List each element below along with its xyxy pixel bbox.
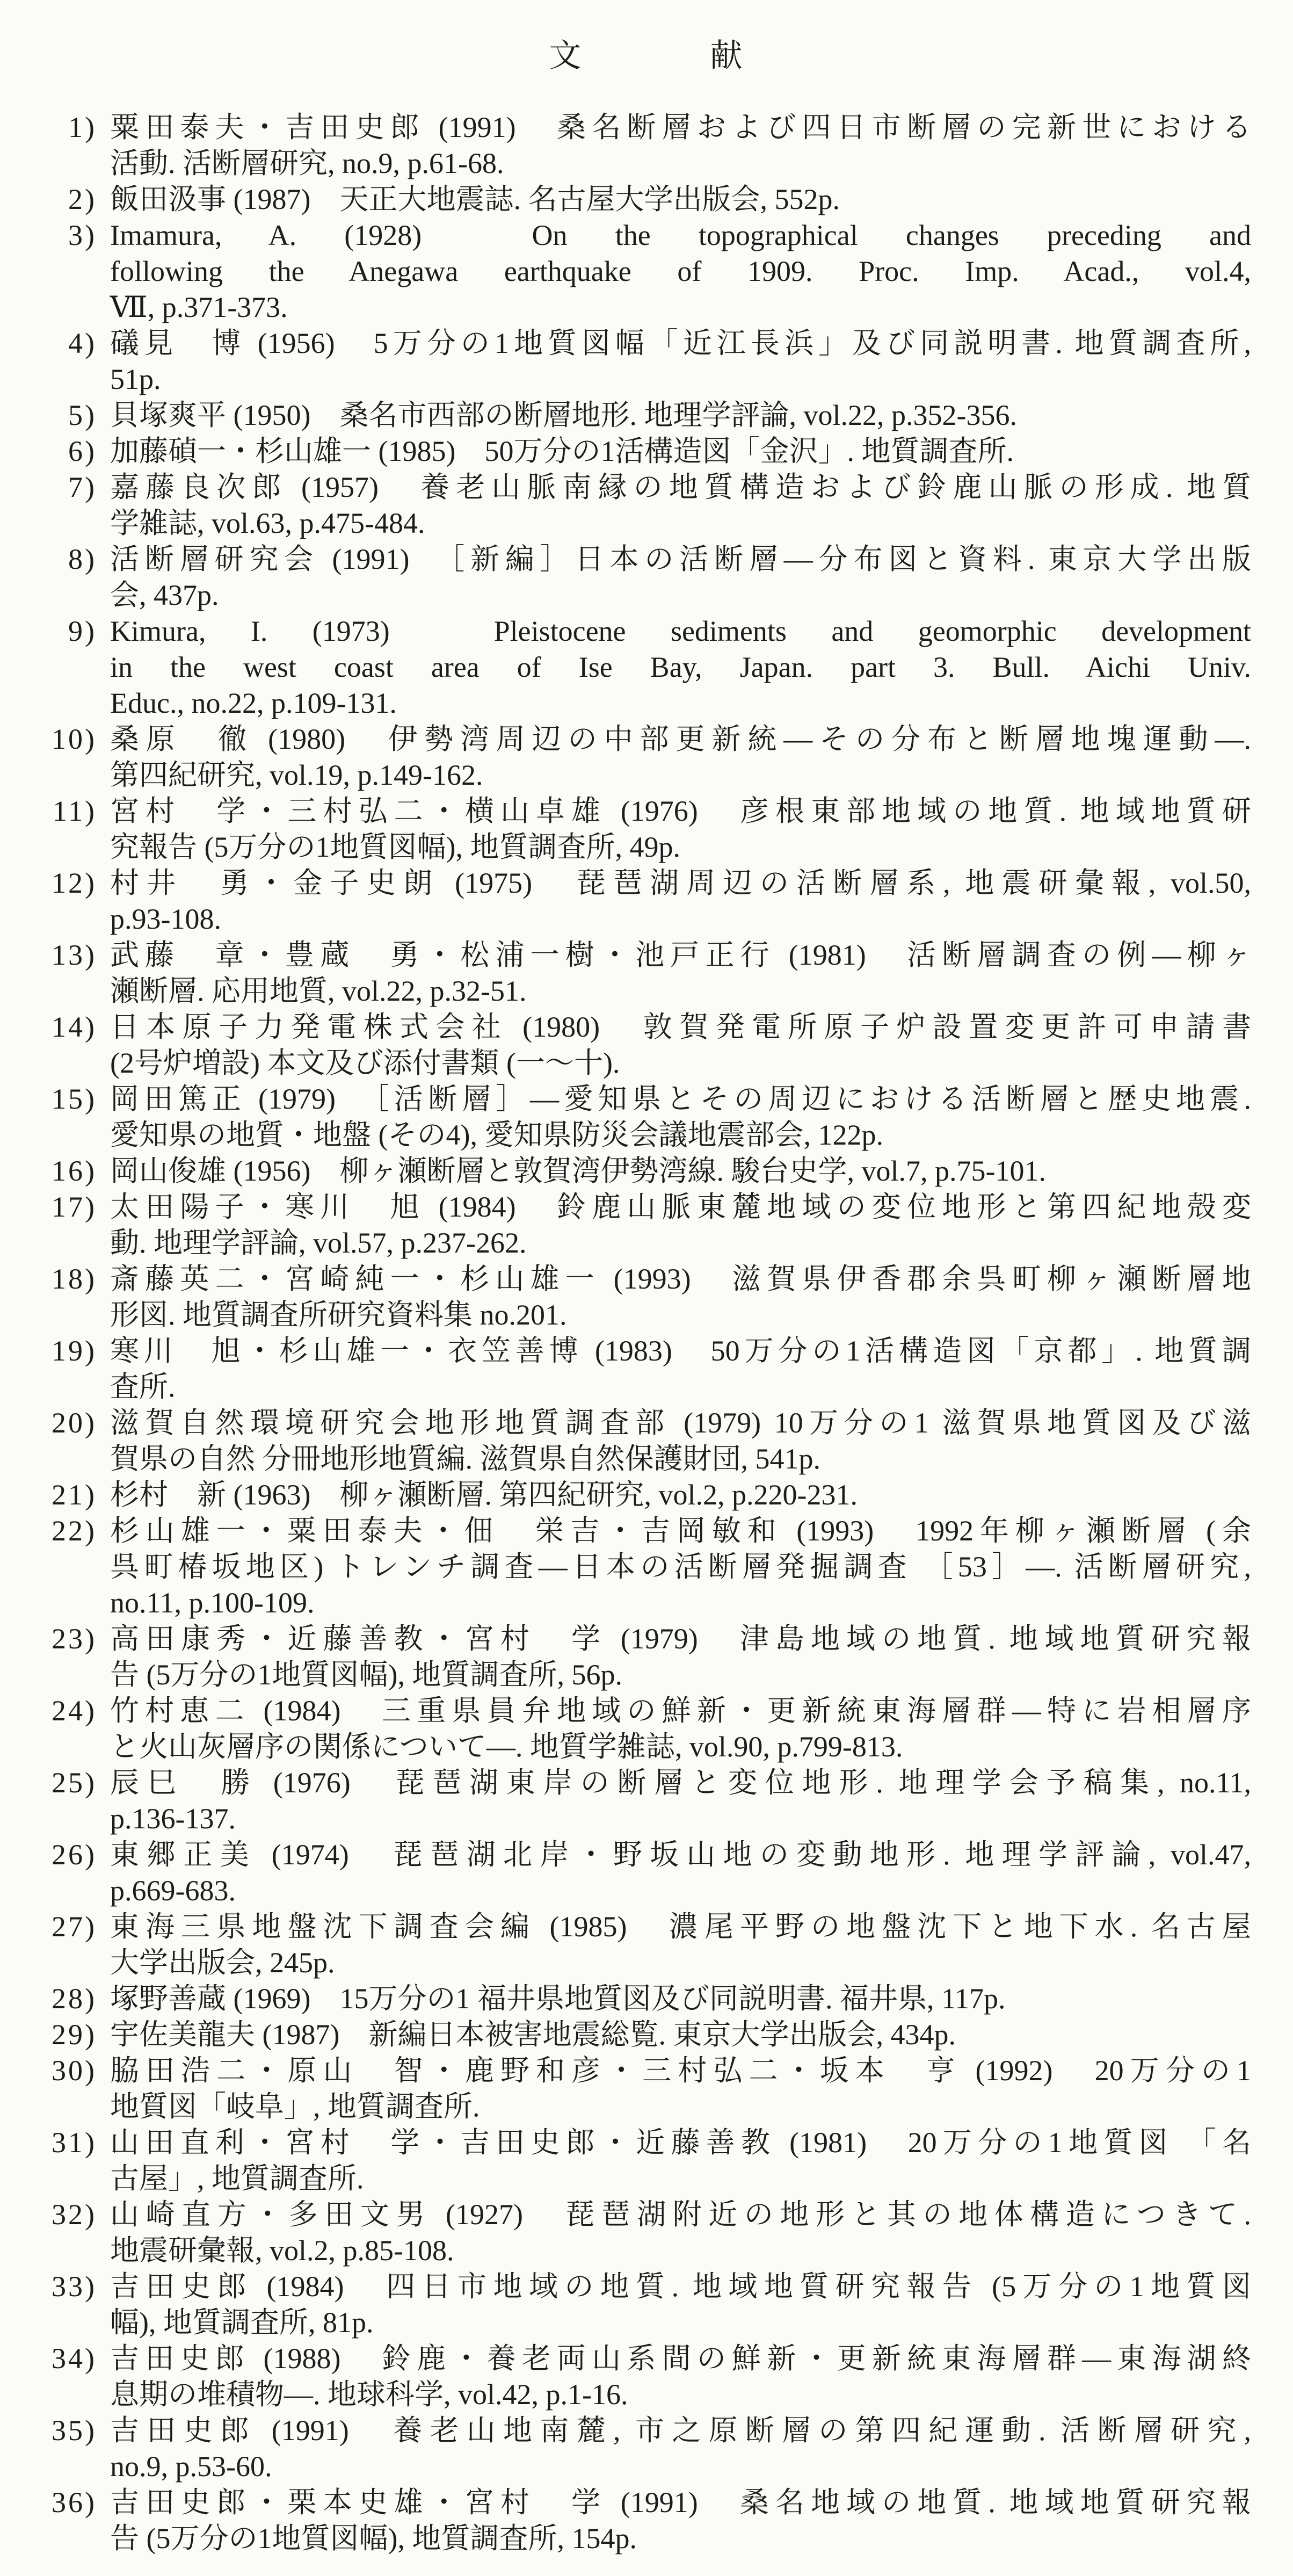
reference-line: Ⅶ, p.371-373. [110, 291, 288, 323]
reference-item [40, 1009, 1251, 1081]
reference-text [110, 1009, 1251, 1081]
reference-line: in the west coast area of Ise Bay, Japan. part 3. Bull. Aichi Univ. [110, 651, 1251, 683]
reference-item [40, 1333, 1251, 1405]
reference-number: 13) [52, 939, 97, 971]
reference-number: 6) [68, 435, 97, 467]
reference-line: 幅), 地質調査所, 81p. [110, 2306, 374, 2339]
reference-item [40, 1909, 1251, 1981]
reference-line: 学雑誌, vol.63, p.475-484. [110, 507, 425, 539]
reference-item [40, 2413, 1251, 2485]
reference-number: 24) [52, 1695, 97, 1727]
reference-number: 31) [52, 2126, 97, 2159]
reference-text [110, 1189, 1251, 1261]
reference-item [40, 325, 1251, 397]
reference-line: 形図. 地質調査所研究資料集 no.201. [110, 1299, 567, 1331]
reference-number: 36) [52, 2486, 97, 2519]
reference-text [110, 433, 1251, 469]
reference-number: 20) [52, 1407, 97, 1439]
reference-item [40, 1513, 1251, 1621]
reference-line: 桑原 徹 (1980) 伊勢湾周辺の中部更新統―その分布と断層地塊運動―. [110, 723, 1251, 755]
reference-line: 会, 437p. [110, 579, 219, 611]
reference-number: 30) [52, 2054, 97, 2087]
reference-text [110, 613, 1251, 721]
reference-line: 山田直利・宮村 学・吉田史郎・近藤善教 (1981) 20万分の1地質図 「名 [110, 2126, 1251, 2159]
reference-line: 加藤碵一・杉山雄一 (1985) 50万分の1活構造図「金沢」. 地質調査所. [110, 435, 1014, 467]
reference-number: 35) [52, 2414, 97, 2447]
reference-text [110, 865, 1251, 937]
reference-item [40, 1153, 1251, 1189]
reference-item [40, 1765, 1251, 1837]
reference-text [110, 2413, 1251, 2485]
reference-text [110, 2485, 1251, 2557]
reference-item [40, 613, 1251, 721]
reference-number: 19) [52, 1335, 97, 1367]
reference-number: 18) [52, 1263, 97, 1295]
reference-text [110, 2197, 1251, 2269]
reference-item [40, 1081, 1251, 1153]
reference-item [40, 1621, 1251, 1693]
reference-text [110, 721, 1251, 793]
reference-item [40, 433, 1251, 469]
reference-line: 吉田史郎・栗本史雄・宮村 学 (1991) 桑名地域の地質. 地域地質研究報 [110, 2486, 1251, 2519]
reference-line: 武藤 章・豊蔵 勇・松浦一樹・池戸正行 (1981) 活断層調査の例―柳ヶ [110, 939, 1251, 971]
reference-line: no.9, p.53-60. [110, 2450, 272, 2483]
reference-line: 吉田史郎 (1988) 鈴鹿・養老両山系間の鮮新・更新統東海層群―東海湖終 [110, 2342, 1251, 2375]
reference-line: 動. 地理学評論, vol.57, p.237-262. [110, 1227, 527, 1259]
reference-text [110, 1405, 1251, 1477]
reference-number: 29) [52, 2018, 97, 2051]
reference-line: 塚野善蔵 (1969) 15万分の1 福井県地質図及び同説明書. 福井県, 117p. [110, 1982, 1006, 2015]
reference-item [40, 469, 1251, 541]
reference-line: 嘉藤良次郎 (1957) 養老山脈南縁の地質構造および鈴鹿山脈の形成. 地質 [110, 471, 1251, 503]
reference-number: 8) [68, 543, 97, 575]
reference-number: 7) [68, 471, 97, 503]
reference-text [110, 541, 1251, 613]
reference-number: 21) [52, 1479, 97, 1511]
reference-text [110, 1333, 1251, 1405]
reference-line: 究報告 (5万分の1地質図幅), 地質調査所, 49p. [110, 831, 680, 863]
reference-line: 山崎直方・多田文男 (1927) 琵琶湖附近の地形と其の地体構造につきて. [110, 2198, 1251, 2231]
reference-item [40, 1261, 1251, 1333]
reference-number: 10) [52, 723, 97, 755]
reference-item [40, 1405, 1251, 1477]
reference-line: no.11, p.100-109. [110, 1587, 315, 1619]
reference-text [110, 793, 1251, 865]
reference-item [40, 1477, 1251, 1513]
reference-line: 息期の堆積物―. 地球科学, vol.42, p.1-16. [110, 2378, 628, 2411]
reference-line: 杉山雄一・粟田泰夫・佃 栄吉・吉岡敏和 (1993) 1992年柳ヶ瀬断層 (余 [110, 1515, 1251, 1547]
reference-number: 4) [68, 327, 97, 359]
reference-item [40, 1189, 1251, 1261]
reference-text [110, 1081, 1251, 1153]
reference-line: 愛知県の地質・地盤 (その4), 愛知県防災会議地震部会, 122p. [110, 1119, 883, 1151]
reference-number: 25) [52, 1767, 97, 1799]
reference-line: 斎藤英二・宮崎純一・杉山雄一 (1993) 滋賀県伊香郡余呉町柳ヶ瀬断層地 [110, 1263, 1251, 1295]
reference-item [40, 182, 1251, 218]
reference-number: 11) [53, 795, 97, 827]
reference-line: p.93-108. [110, 903, 221, 935]
reference-number: 33) [52, 2270, 97, 2303]
reference-item [40, 397, 1251, 433]
reference-text [110, 1909, 1251, 1981]
reference-line: 活動. 活断層研究, no.9, p.61-68. [110, 147, 504, 179]
reference-line: 第四紀研究, vol.19, p.149-162. [110, 759, 483, 791]
reference-line: 呉町椿坂地区) トレンチ調査―日本の活断層発掘調査 ［53］―. 活断層研究, [110, 1551, 1251, 1583]
reference-text [110, 325, 1251, 397]
reference-line: 村井 勇・金子史朗 (1975) 琵琶湖周辺の活断層系, 地震研彙報, vol.50, [110, 867, 1251, 899]
page-title: 文 献 [549, 38, 743, 74]
reference-number: 3) [68, 219, 97, 251]
reference-line: 瀬断層. 応用地質, vol.22, p.32-51. [110, 975, 527, 1007]
reference-number: 14) [52, 1011, 97, 1043]
reference-item [40, 2341, 1251, 2413]
reference-text [110, 469, 1251, 541]
reference-text [110, 182, 1251, 218]
reference-line: 日本原子力発電株式会社 (1980) 敦賀発電所原子炉設置変更許可申請書 [110, 1011, 1251, 1043]
reference-line: 飯田汲事 (1987) 天正大地震誌. 名古屋大学出版会, 552p. [110, 183, 840, 215]
reference-text [110, 2053, 1251, 2125]
reference-number: 12) [52, 867, 97, 899]
reference-line: 地質図「岐阜」, 地質調査所. [110, 2090, 480, 2123]
reference-number: 2) [68, 183, 97, 215]
reference-number: 15) [52, 1083, 97, 1115]
reference-number: 32) [52, 2198, 97, 2231]
reference-line: following the Anegawa earthquake of 1909. Proc. Imp. Acad., vol.4, [110, 255, 1251, 287]
reference-item [40, 541, 1251, 613]
reference-line: 宮村 学・三村弘二・横山卓雄 (1976) 彦根東部地域の地質. 地域地質研 [110, 795, 1251, 827]
reference-number: 16) [52, 1155, 97, 1187]
reference-text [110, 2269, 1251, 2341]
reference-text [110, 937, 1251, 1009]
reference-text [110, 110, 1251, 182]
reference-line: Educ., no.22, p.109-131. [110, 687, 397, 719]
reference-item [40, 2485, 1251, 2557]
reference-line: 東海三県地盤沈下調査会編 (1985) 濃尾平野の地盤沈下と地下水. 名古屋 [110, 1911, 1251, 1943]
reference-text [110, 218, 1251, 325]
reference-line: 東郷正美 (1974) 琵琶湖北岸・野坂山地の変動地形. 地理学評論, vol.47, [110, 1839, 1251, 1871]
reference-line: 地震研彙報, vol.2, p.85-108. [110, 2234, 454, 2267]
reference-line: 寒川 旭・杉山雄一・衣笠善博 (1983) 50万分の1活構造図「京都」. 地質調 [110, 1335, 1251, 1367]
reference-line: 脇田浩二・原山 智・鹿野和彦・三村弘二・坂本 亨 (1992) 20万分の1 [110, 2054, 1251, 2087]
reference-line: 吉田史郎 (1991) 養老山地南麓, 市之原断層の第四紀運動. 活断層研究, [110, 2414, 1251, 2447]
reference-number: 22) [52, 1515, 97, 1547]
reference-item [40, 2125, 1251, 2197]
reference-line: 51p. [110, 363, 161, 395]
reference-line: 岡山俊雄 (1956) 柳ヶ瀬断層と敦賀湾伊勢湾線. 駿台史学, vol.7, p.75-101. [110, 1155, 1046, 1187]
reference-line: 岡田篤正 (1979) ［活断層］―愛知県とその周辺における活断層と歴史地震. [110, 1083, 1251, 1115]
reference-line: 高田康秀・近藤善教・宮村 学 (1979) 津島地域の地質. 地域地質研究報 [110, 1623, 1251, 1655]
reference-line: 辰巳 勝 (1976) 琵琶湖東岸の断層と変位地形. 地理学会予稿集, no.11, [110, 1767, 1251, 1799]
reference-text [110, 1477, 1251, 1513]
reference-line: 告 (5万分の1地質図幅), 地質調査所, 154p. [110, 2522, 637, 2555]
reference-line: 滋賀自然環境研究会地形地質調査部 (1979) 10万分の1 滋賀県地質図及び滋 [110, 1407, 1251, 1439]
reference-item [40, 865, 1251, 937]
reference-line: 吉田史郎 (1984) 四日市地域の地質. 地域地質研究報告 (5万分の1地質図 [110, 2270, 1251, 2303]
reference-item [40, 218, 1251, 325]
reference-number: 28) [52, 1982, 97, 2015]
reference-line: 竹村恵二 (1984) 三重県員弁地域の鮮新・更新統東海層群―特に岩相層序 [110, 1695, 1251, 1727]
reference-text [110, 1621, 1251, 1693]
reference-item [40, 793, 1251, 865]
reference-item [40, 110, 1251, 182]
reference-text [110, 1693, 1251, 1765]
reference-number: 17) [52, 1191, 97, 1223]
reference-item [40, 2197, 1251, 2269]
reference-number: 34) [52, 2342, 97, 2375]
reference-line: Imamura, A. (1928) On the topographical changes preceding and [110, 219, 1251, 251]
reference-line: 宇佐美龍夫 (1987) 新編日本被害地震総覧. 東京大学出版会, 434p. [110, 2018, 956, 2051]
reference-line: 活断層研究会 (1991) ［新編］日本の活断層―分布図と資料. 東京大学出版 [110, 543, 1251, 575]
reference-item [40, 1693, 1251, 1765]
reference-number: 1) [68, 111, 97, 143]
reference-line: 大学出版会, 245p. [110, 1947, 335, 1979]
reference-list [40, 110, 1251, 2557]
reference-line: (2号炉増設) 本文及び添付書類 (一～十). [110, 1047, 620, 1079]
reference-text [110, 1153, 1251, 1189]
reference-line: 貝塚爽平 (1950) 桑名市西部の断層地形. 地理学評論, vol.22, p.352-356. [110, 399, 1017, 431]
reference-item [40, 2017, 1251, 2053]
reference-line: p.669-683. [110, 1875, 236, 1907]
reference-line: 賀県の自然 分冊地形地質編. 滋賀県自然保護財団, 541p. [110, 1443, 820, 1475]
reference-text [110, 1981, 1251, 2017]
reference-text [110, 1261, 1251, 1333]
reference-number: 27) [52, 1911, 97, 1943]
reference-text [110, 2017, 1251, 2053]
reference-number: 26) [52, 1839, 97, 1871]
reference-line: と火山灰層序の関係について―. 地質学雑誌, vol.90, p.799-813. [110, 1731, 903, 1763]
reference-item [40, 2269, 1251, 2341]
reference-item [40, 1981, 1251, 2017]
reference-item [40, 937, 1251, 1009]
reference-item [40, 1837, 1251, 1909]
reference-line: 告 (5万分の1地質図幅), 地質調査所, 56p. [110, 1659, 622, 1691]
reference-line: 査所. [110, 1371, 176, 1403]
reference-line: Kimura, I. (1973) Pleistocene sediments and geomorphic development [110, 615, 1251, 647]
reference-line: 杉村 新 (1963) 柳ヶ瀬断層. 第四紀研究, vol.2, p.220-231. [110, 1479, 858, 1511]
reference-number: 23) [52, 1623, 97, 1655]
reference-text [110, 1765, 1251, 1837]
reference-number: 5) [68, 399, 97, 431]
reference-text [110, 1837, 1251, 1909]
reference-item [40, 721, 1251, 793]
reference-line: 礒見 博 (1956) 5万分の1地質図幅「近江長浜」及び同説明書. 地質調査所, [110, 327, 1251, 359]
reference-line: 太田陽子・寒川 旭 (1984) 鈴鹿山脈東麓地域の変位地形と第四紀地殻変 [110, 1191, 1251, 1223]
reference-text [110, 2341, 1251, 2413]
reference-text [110, 2125, 1251, 2197]
reference-number: 9) [68, 615, 97, 647]
reference-line: p.136-137. [110, 1803, 236, 1835]
reference-item [40, 2053, 1251, 2125]
reference-line: 古屋」, 地質調査所. [110, 2162, 364, 2195]
reference-line: 粟田泰夫・吉田史郎 (1991) 桑名断層および四日市断層の完新世における [110, 111, 1251, 143]
reference-text [110, 397, 1251, 433]
reference-text [110, 1513, 1251, 1621]
